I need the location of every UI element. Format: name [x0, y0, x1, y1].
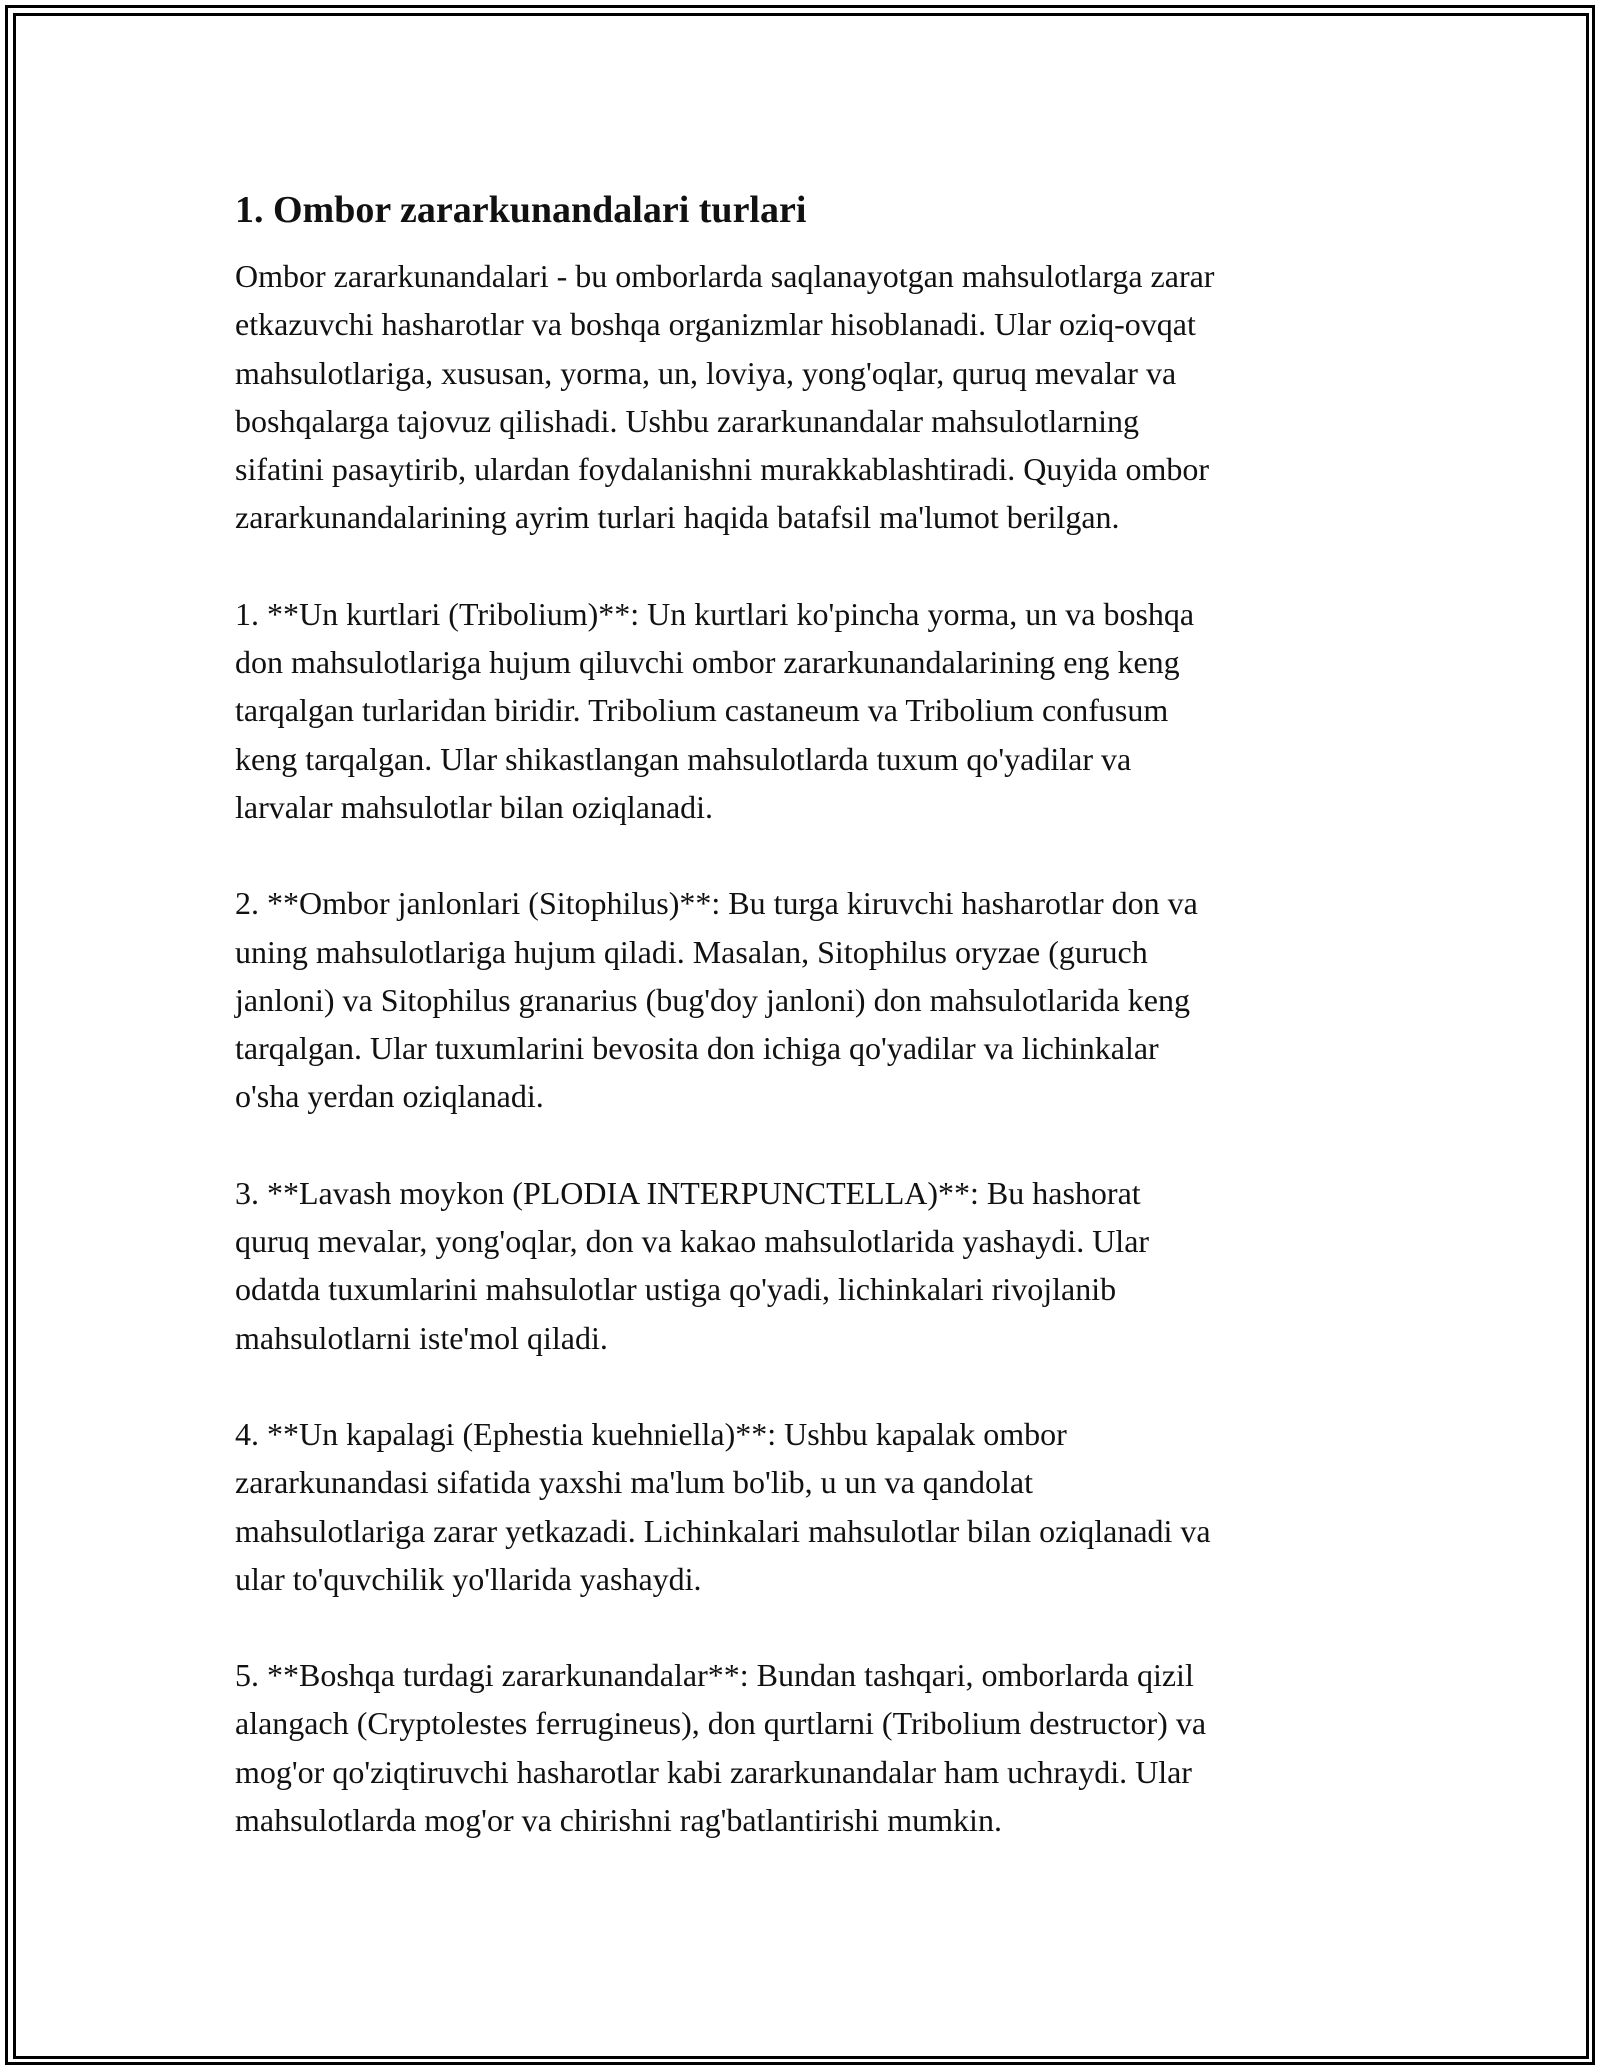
paragraph-boshqa-zararkunandalar: 5. **Boshqa turdagi zararkunandalar**: Bundan tashqari, omborlarda qizil alangach (Cryptolestes ferrugineus), don qurtlarni (Tribolium destructor) va mog'or qo'ziqtiruvchi hasharotlar kabi zararkunandalar ham uchraydi. Ular mahsulotlarda mog'or va chirishni rag'batlantirishi mumkin.	[235, 1657, 1207, 1839]
paragraph-un-kurtlari: 1. **Un kurtlari (Tribolium)**: Un kurtlari ko'pincha yorma, un va boshqa don mahsulotlariga hujum qiluvchi ombor zararkunandalarining eng keng tarqalgan turlaridan biridir. Tribolium castaneum va Tribolium confusum keng tarqalgan. Ular shikastlangan mahsulotlarda tuxum qo'yadilar va larvalar mahsulotlar bilan oziqlanadi.	[235, 595, 1195, 825]
intro-paragraph: Ombor zararkunandalari - bu omborlarda saqlanayotgan mahsulotlarga zarar etkazuvchi hasharotlar va boshqa organizmlar hisoblanadi. Ular oziq-ovqat mahsulotlariga, xususan, yorma, un, loviya, yong'oqlar, quruq mevalar va boshqalarga tajovuz qilishadi. Ushbu zararkunandalar mahsulotlarning sifatini pasaytirib, ulardan foydalanishni murakkablashtiradi. Quyida ombor zararkunandalarining ayrim turlari haqida batafsil ma'lumot berilgan.	[235, 258, 1215, 536]
document-body	[235, 186, 1365, 1892]
paragraph-ombor-janlonlari: 2. **Ombor janlonlari (Sitophilus)**: Bu turga kiruvchi hasharotlar don va uning mahsulotlariga hujum qiladi. Masalan, Sitophilus oryzae (guruch janloni) va Sitophilus granarius (bug'doy janloni) don mahsulotlarida keng tarqalgan. Ular tuxumlarini bevosita don ichiga qo'yadilar va lichinkalar o'sha yerdan oziqlanadi.	[235, 885, 1198, 1115]
paragraph-un-kapalagi: 4. **Un kapalagi (Ephestia kuehniella)**: Ushbu kapalak ombor zararkunandasi sifatida yaxshi ma'lum bo'lib, u un va qandolat mahsulotlariga zarar yetkazadi. Lichinkalari mahsulotlar bilan oziqlanadi va ular to'quvchilik yo'llarida yashaydi.	[235, 1415, 1211, 1597]
paragraph-lavash-moykon: 3. **Lavash moykon (PLODIA INTERPUNCTELLA)**: Bu hashorat quruq mevalar, yong'oqlar, don va kakao mahsulotlarida yashaydi. Ular odatda tuxumlarini mahsulotlar ustiga qo'yadi, lichinkalari rivojlanib mahsulotlarni iste'mol qiladi.	[235, 1174, 1150, 1356]
document-title: 1. Ombor zararkunandalari turlari	[235, 189, 807, 231]
